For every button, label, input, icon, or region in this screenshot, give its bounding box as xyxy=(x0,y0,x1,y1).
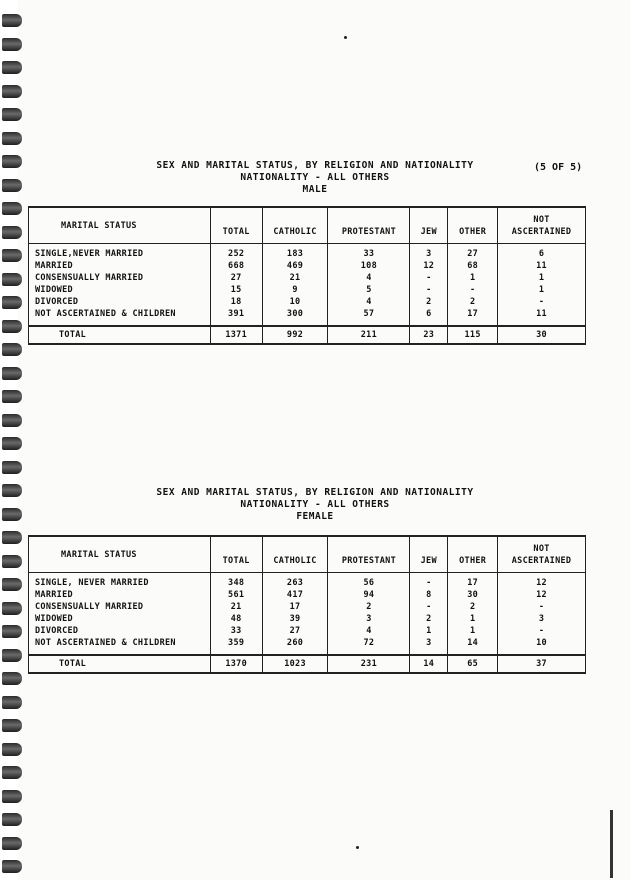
female-col-header: MARITAL STATUS xyxy=(29,536,211,573)
table-cell: 1 xyxy=(498,284,586,296)
table-row xyxy=(29,637,586,655)
table-row xyxy=(29,284,586,296)
speck-mark xyxy=(344,36,347,39)
table-cell: 561 xyxy=(210,589,262,601)
table-cell: 2 xyxy=(448,601,498,613)
table-cell: 1 xyxy=(410,625,448,637)
binding-ring xyxy=(2,743,22,756)
total-cell: 30 xyxy=(498,326,586,344)
row-label: CONSENSUALLY MARRIED xyxy=(29,601,211,613)
table-row xyxy=(29,308,586,326)
female-col-header: NOT ASCERTAINED xyxy=(498,536,586,573)
table-cell: 668 xyxy=(210,260,262,272)
male-col-header: OTHER xyxy=(448,207,498,244)
male-col-header: NOT ASCERTAINED xyxy=(498,207,586,244)
total-cell: 1371 xyxy=(210,326,262,344)
table-cell: 252 xyxy=(210,244,262,261)
male-title-line1: SEX AND MARITAL STATUS, BY RELIGION AND NATIONALITY xyxy=(156,160,474,171)
male-title-line2: NATIONALITY - ALL OTHERS xyxy=(240,172,390,183)
table-cell: 11 xyxy=(498,308,586,326)
binding-ring xyxy=(2,296,22,309)
table-row xyxy=(29,260,586,272)
row-label: NOT ASCERTAINED & CHILDREN xyxy=(29,637,211,655)
table-row xyxy=(29,272,586,284)
table-cell: 12 xyxy=(498,589,586,601)
table-cell: 2 xyxy=(410,613,448,625)
male-col-header: MARITAL STATUS xyxy=(29,207,211,244)
binding-ring xyxy=(2,367,22,380)
table-cell: 6 xyxy=(498,244,586,261)
binding-ring xyxy=(2,132,22,145)
female-col-header: JEW xyxy=(410,536,448,573)
female-title-line3: FEMALE xyxy=(296,511,334,522)
binding-ring xyxy=(2,790,22,803)
row-label: CONSENSUALLY MARRIED xyxy=(29,272,211,284)
male-col-header: CATHOLIC xyxy=(262,207,328,244)
total-label: TOTAL xyxy=(29,326,211,344)
table-cell: 4 xyxy=(328,272,410,284)
table-cell: 3 xyxy=(498,613,586,625)
table-cell: 39 xyxy=(262,613,328,625)
binding-ring xyxy=(2,531,22,544)
binding-ring xyxy=(2,602,22,615)
binding-ring xyxy=(2,202,22,215)
table-cell: 2 xyxy=(448,296,498,308)
female-col-header: OTHER xyxy=(448,536,498,573)
total-cell: 23 xyxy=(410,326,448,344)
table-row xyxy=(29,601,586,613)
table-cell: 348 xyxy=(210,573,262,590)
binding-ring xyxy=(2,414,22,427)
table-cell: 17 xyxy=(448,308,498,326)
row-label: SINGLE,NEVER MARRIED xyxy=(29,244,211,261)
male-col-header: TOTAL xyxy=(210,207,262,244)
table-row xyxy=(29,244,586,261)
binding-ring xyxy=(2,837,22,850)
table-cell: 33 xyxy=(328,244,410,261)
table-cell: 30 xyxy=(448,589,498,601)
binding-ring xyxy=(2,226,22,239)
table-cell: 15 xyxy=(210,284,262,296)
table-cell: 94 xyxy=(328,589,410,601)
table-cell: 3 xyxy=(410,244,448,261)
spiral-binding xyxy=(0,0,24,880)
female-col-header: PROTESTANT xyxy=(328,536,410,573)
total-cell: 37 xyxy=(498,655,586,673)
binding-ring xyxy=(2,14,22,27)
document-page xyxy=(18,0,630,880)
total-cell: 231 xyxy=(328,655,410,673)
table-cell: 17 xyxy=(448,573,498,590)
table-row xyxy=(29,573,586,590)
total-cell: 115 xyxy=(448,326,498,344)
table-cell: 6 xyxy=(410,308,448,326)
male-header-row xyxy=(29,207,586,244)
row-label: WIDOWED xyxy=(29,613,211,625)
table-cell: 14 xyxy=(448,637,498,655)
binding-ring xyxy=(2,719,22,732)
binding-ring xyxy=(2,625,22,638)
binding-ring xyxy=(2,649,22,662)
male-col-header: JEW xyxy=(410,207,448,244)
female-title-line1: SEX AND MARITAL STATUS, BY RELIGION AND NATIONALITY xyxy=(156,487,474,498)
binding-ring xyxy=(2,766,22,779)
table-cell: 469 xyxy=(262,260,328,272)
table-cell: 359 xyxy=(210,637,262,655)
binding-ring xyxy=(2,555,22,568)
table-cell: 27 xyxy=(210,272,262,284)
total-cell: 65 xyxy=(448,655,498,673)
table-cell: 108 xyxy=(328,260,410,272)
binding-ring xyxy=(2,696,22,709)
female-col-header: CATHOLIC xyxy=(262,536,328,573)
table-cell: 57 xyxy=(328,308,410,326)
row-label: MARRIED xyxy=(29,589,211,601)
table-cell: 48 xyxy=(210,613,262,625)
total-cell: 1370 xyxy=(210,655,262,673)
table-cell: 21 xyxy=(262,272,328,284)
male-col-header: PROTESTANT xyxy=(328,207,410,244)
binding-ring xyxy=(2,61,22,74)
row-label: MARRIED xyxy=(29,260,211,272)
table-cell: 18 xyxy=(210,296,262,308)
table-row xyxy=(29,625,586,637)
binding-ring xyxy=(2,249,22,262)
table-cell: 2 xyxy=(410,296,448,308)
table-cell: 68 xyxy=(448,260,498,272)
binding-ring xyxy=(2,85,22,98)
binding-ring xyxy=(2,860,22,873)
total-row xyxy=(29,326,586,344)
binding-ring xyxy=(2,813,22,826)
table-cell: 1 xyxy=(448,272,498,284)
table-row xyxy=(29,589,586,601)
table-cell: 4 xyxy=(328,296,410,308)
table-cell: 1 xyxy=(498,272,586,284)
table-cell: 10 xyxy=(498,637,586,655)
table-cell: - xyxy=(498,625,586,637)
binding-ring xyxy=(2,320,22,333)
binding-ring xyxy=(2,390,22,403)
row-label: NOT ASCERTAINED & CHILDREN xyxy=(29,308,211,326)
table-cell: 263 xyxy=(262,573,328,590)
table-cell: - xyxy=(498,601,586,613)
table-cell: - xyxy=(498,296,586,308)
total-label: TOTAL xyxy=(29,655,211,673)
table-cell: 27 xyxy=(448,244,498,261)
binding-ring xyxy=(2,437,22,450)
total-cell: 1023 xyxy=(262,655,328,673)
row-label: SINGLE, NEVER MARRIED xyxy=(29,573,211,590)
table-cell: 12 xyxy=(498,573,586,590)
total-cell: 14 xyxy=(410,655,448,673)
total-cell: 992 xyxy=(262,326,328,344)
table-cell: 9 xyxy=(262,284,328,296)
binding-ring xyxy=(2,38,22,51)
total-cell: 211 xyxy=(328,326,410,344)
table-cell: 1 xyxy=(448,625,498,637)
page-edge-mark xyxy=(610,810,613,878)
table-cell: 72 xyxy=(328,637,410,655)
table-row xyxy=(29,613,586,625)
female-header-row xyxy=(29,536,586,573)
table-cell: 17 xyxy=(262,601,328,613)
table-cell: 11 xyxy=(498,260,586,272)
table-cell: 2 xyxy=(328,601,410,613)
table-cell: 183 xyxy=(262,244,328,261)
male-title-line3: MALE xyxy=(302,184,328,195)
table-cell: 10 xyxy=(262,296,328,308)
table-cell: - xyxy=(410,284,448,296)
table-cell: - xyxy=(448,284,498,296)
table-cell: 5 xyxy=(328,284,410,296)
male-table xyxy=(28,206,586,345)
row-label: DIVORCED xyxy=(29,625,211,637)
binding-ring xyxy=(2,578,22,591)
binding-ring xyxy=(2,672,22,685)
female-table xyxy=(28,535,586,674)
female-title-line2: NATIONALITY - ALL OTHERS xyxy=(240,499,390,510)
table-cell: - xyxy=(410,272,448,284)
table-cell: 3 xyxy=(410,637,448,655)
binding-ring xyxy=(2,343,22,356)
table-cell: 8 xyxy=(410,589,448,601)
table-cell: 3 xyxy=(328,613,410,625)
table-cell: 12 xyxy=(410,260,448,272)
binding-ring xyxy=(2,108,22,121)
table-cell: - xyxy=(410,601,448,613)
table-cell: 27 xyxy=(262,625,328,637)
row-label: DIVORCED xyxy=(29,296,211,308)
total-row xyxy=(29,655,586,673)
speck-mark xyxy=(356,846,359,849)
table-cell: - xyxy=(410,573,448,590)
row-label: WIDOWED xyxy=(29,284,211,296)
table-cell: 33 xyxy=(210,625,262,637)
table-cell: 21 xyxy=(210,601,262,613)
female-col-header: TOTAL xyxy=(210,536,262,573)
table-row xyxy=(29,296,586,308)
table-cell: 56 xyxy=(328,573,410,590)
page-number: (5 OF 5) xyxy=(534,162,583,173)
table-cell: 1 xyxy=(448,613,498,625)
table-cell: 260 xyxy=(262,637,328,655)
binding-ring xyxy=(2,461,22,474)
table-cell: 300 xyxy=(262,308,328,326)
table-cell: 417 xyxy=(262,589,328,601)
binding-ring xyxy=(2,273,22,286)
table-cell: 4 xyxy=(328,625,410,637)
table-cell: 391 xyxy=(210,308,262,326)
